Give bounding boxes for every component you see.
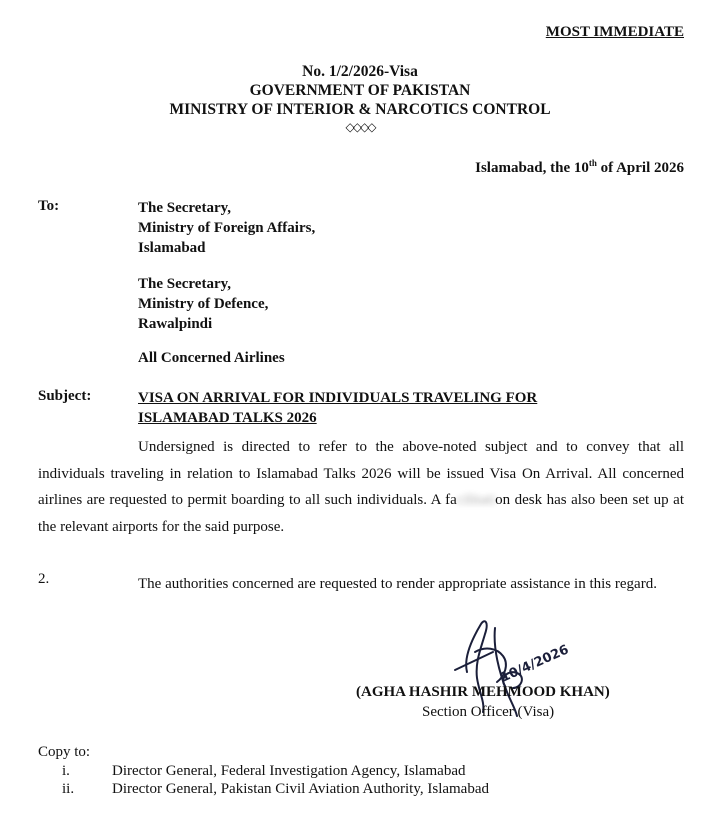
addressee-line: Ministry of Foreign Affairs, xyxy=(138,220,316,236)
government-title: GOVERNMENT OF PAKISTAN xyxy=(249,82,471,99)
redacted-text: cilitati xyxy=(456,492,496,508)
dateline-prefix: Islamabad, the 10 xyxy=(475,160,589,176)
copy-item-number: i. xyxy=(62,763,70,779)
body-paragraph-1 xyxy=(38,434,684,540)
para1-text-b: on desk has also been set up at the relevant airports for the said purpose. xyxy=(38,492,684,535)
addressee-defence xyxy=(138,274,268,334)
copy-item-number: ii. xyxy=(62,781,75,797)
addressee-foreign-affairs xyxy=(138,198,315,258)
to-label: To: xyxy=(38,198,60,214)
paragraph-number: 2. xyxy=(38,571,50,587)
copy-to-label: Copy to: xyxy=(38,744,91,760)
body-paragraph-2: The authorities concerned are requested to render appropriate assistance in this regard. xyxy=(138,576,657,592)
subject-text: VISA ON ARRIVAL FOR INDIVIDUALS TRAVELING FOR ISLAMABAD TALKS 2026 xyxy=(138,390,538,426)
subject-label: Subject: xyxy=(38,388,92,404)
dateline-ordinal: th xyxy=(588,158,597,168)
reference-number: No. 1/2/2026-Visa xyxy=(302,63,418,80)
para1-text-a: Undersigned is directed to refer to the above-noted subject and to convey that all individuals traveling in relation to Islamabad Talks 2026 will be issued Visa On Arrival. All concerned airlines are requested to permit boarding to all such individuals. A fa xyxy=(38,439,684,508)
signature-date: 10/4/2026 xyxy=(498,642,572,686)
copy-item-text: Director General, Pakistan Civil Aviation Authority, Islamabad xyxy=(112,781,489,797)
ministry-title: MINISTRY OF INTERIOR & NARCOTICS CONTROL xyxy=(169,101,551,118)
signatory-title: Section Officer (Visa) xyxy=(422,704,555,720)
addressee-line: Rawalpindi xyxy=(138,316,213,332)
signatory-name: (AGHA HASHIR MEHMOOD KHAN) xyxy=(356,684,610,700)
addressee-line: Islamabad xyxy=(138,240,206,256)
diamond-ornament-icon: ◇◇◇◇ xyxy=(345,120,375,134)
addressee-line: The Secretary, xyxy=(138,200,232,216)
letter-header xyxy=(0,62,720,135)
addressee-line: The Secretary, xyxy=(138,276,232,292)
dateline-suffix: of April 2026 xyxy=(596,160,684,176)
dateline xyxy=(475,158,684,177)
addressee-line: Ministry of Defence, xyxy=(138,296,269,312)
addressee-airlines: All Concerned Airlines xyxy=(138,350,285,366)
urgency-marking: MOST IMMEDIATE xyxy=(545,24,684,40)
copy-item-text: Director General, Federal Investigation Agency, Islamabad xyxy=(112,763,466,779)
